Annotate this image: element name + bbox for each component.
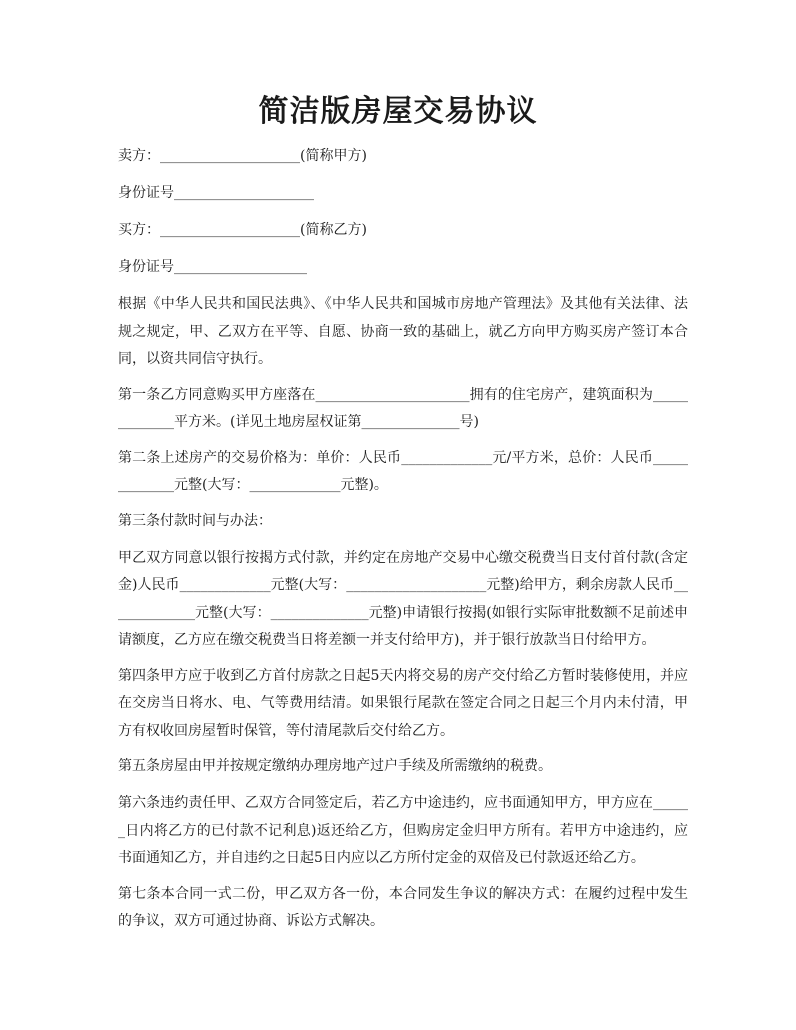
article-4-paragraph: 第四条甲方应于收到乙方首付房款之日起5天内将交易的房产交付给乙方暂时装修使用，并应在交房当日将水、电、气等费用结清。如果银行尾款在签定合同之日起三个月内未付清，甲方有权收回房屋暂时保管，等付清尾款后交付给乙方。 bbox=[118, 667, 688, 739]
article-1-paragraph: 第一条乙方同意购买甲方座落在______________________拥有的住宅房产，建筑面积为_____________平方米。(详见土地房屋权证第______________号) bbox=[118, 386, 688, 430]
article-6-paragraph: 第六条违约责任甲、乙双方合同签定后，若乙方中途违约，应书面通知甲方，甲方应在______日内将乙方的已付款不记利息)返还给乙方，但购房定金归甲方所有。若甲方中途违约，应书面通知乙方，并自违约之日起5日内应以乙方所付定金的双倍及已付款返还给乙方。 bbox=[118, 795, 688, 866]
article-3-paragraph: 甲乙双方同意以银行按揭方式付款，并约定在房地产交易中心缴交税费当日支付首付款(含定金)人民币_____________元整(大写：____________________元整)给甲方，剩余房款人民币_____________元整(大写：______________元整)申请银行按揭(如银行实际审批数额不足前述申请额度，乙方应在缴交税费当日将差额一并支付给甲方)，并于银行放款当日付给甲方。 bbox=[118, 549, 688, 648]
buyer-id-line: 身份证号___________________ bbox=[118, 259, 307, 275]
seller-id-line: 身份证号____________________ bbox=[118, 185, 314, 201]
buyer-line: 买方：____________________(简称乙方) bbox=[118, 222, 367, 238]
document-title: 简洁版房屋交易协议 bbox=[258, 94, 538, 129]
article-5-paragraph: 第五条房屋由甲并按规定缴纳办理房地产过户手续及所需缴纳的税费。 bbox=[118, 758, 552, 774]
article-2-paragraph: 第二条上述房产的交易价格为：单价：人民币_____________元/平方米，总价：人民币_____________元整(大写：_____________元整)。 bbox=[118, 449, 688, 493]
seller-line: 卖方：____________________(简称甲方) bbox=[118, 148, 367, 164]
article-7-paragraph: 第七条本合同一式二份，甲乙双方各一份，本合同发生争议的解决方式：在履约过程中发生的争议，双方可通过协商、诉讼方式解决。 bbox=[118, 885, 688, 929]
preamble-paragraph: 根据《中华人民共和国民法典》、《中华人民共和国城市房地产管理法》及其他有关法律、法规之规定，甲、乙双方在平等、自愿、协商一致的基础上，就乙方向甲方购买房产签订本合同，以资共同信守执行。 bbox=[118, 296, 688, 367]
article-3-heading: 第三条付款时间与办法： bbox=[118, 512, 272, 529]
document-body bbox=[118, 143, 688, 944]
